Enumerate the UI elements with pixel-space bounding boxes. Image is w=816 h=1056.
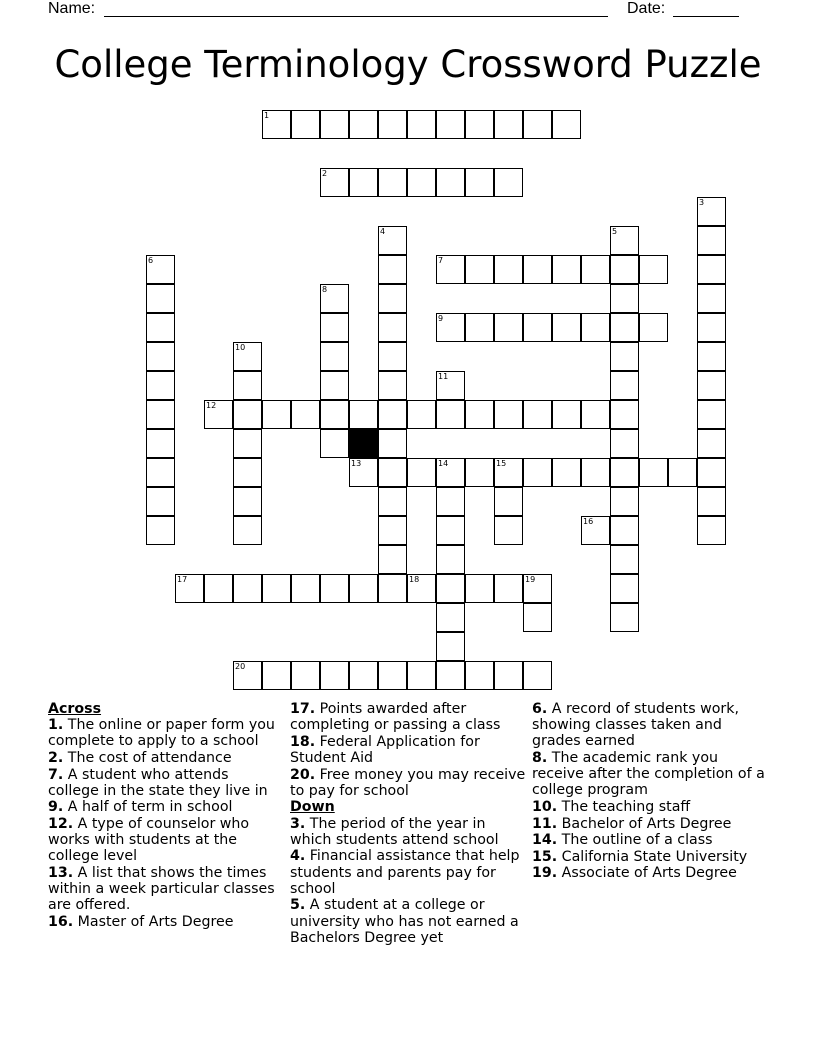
clue (48, 914, 282, 930)
grid-cell[interactable] (378, 110, 407, 139)
grid-cell[interactable] (146, 487, 175, 516)
grid-cell[interactable] (436, 313, 465, 342)
grid-cell[interactable] (610, 400, 639, 429)
clue (290, 701, 526, 733)
grid-cell[interactable] (320, 168, 349, 197)
grid-cell[interactable] (146, 284, 175, 313)
down-clue-list-continued (532, 701, 768, 882)
grid-cell[interactable] (581, 458, 610, 487)
grid-cell[interactable] (610, 545, 639, 574)
grid-cell[interactable] (233, 342, 262, 371)
page-title: College Terminology Crossword Puzzle (54, 43, 762, 86)
grid-cell[interactable] (407, 661, 436, 690)
clue-text: Financial assistance that help students and parents pay for school (290, 848, 520, 897)
grid-cell[interactable] (494, 574, 523, 603)
grid-cell[interactable] (349, 458, 378, 487)
grid-cell[interactable] (610, 516, 639, 545)
grid-cell[interactable] (320, 400, 349, 429)
grid-cell[interactable] (610, 574, 639, 603)
clue-number: 17. (290, 701, 316, 717)
clue-text: The outline of a class (561, 832, 713, 849)
grid-cell[interactable] (697, 400, 726, 429)
clue (290, 816, 526, 848)
clue-number: 7 (438, 256, 444, 265)
clue (532, 865, 768, 881)
grid-cell[interactable] (697, 255, 726, 284)
clue-number: 3 (699, 198, 705, 207)
clues-column-1 (48, 701, 282, 931)
clue-number: 11. (532, 815, 558, 832)
grid-cell[interactable] (697, 226, 726, 255)
grid-cell[interactable] (349, 400, 378, 429)
grid-cell[interactable] (697, 487, 726, 516)
grid-cell[interactable] (465, 168, 494, 197)
clue (48, 816, 282, 865)
grid-cell[interactable] (233, 661, 262, 690)
grid-cell[interactable] (262, 661, 291, 690)
clues-column-3 (532, 701, 768, 882)
grid-cell[interactable] (291, 400, 320, 429)
grid-cell[interactable] (465, 574, 494, 603)
clue-text: The online or paper form you complete to apply to a school (48, 717, 275, 750)
grid-cell[interactable] (349, 168, 378, 197)
grid-cell[interactable] (610, 603, 639, 632)
clue-number: 8. (532, 750, 548, 766)
grid-cell[interactable] (378, 574, 407, 603)
grid-cell[interactable] (146, 371, 175, 400)
clue (290, 848, 526, 897)
grid-cell[interactable] (378, 661, 407, 690)
clue-text: The academic rank you receive after the completion of a college program (532, 750, 765, 799)
clues-column-2 (290, 701, 526, 946)
grid-cell[interactable] (697, 516, 726, 545)
clue-text: A type of counselor who works with students at the college level (48, 815, 250, 865)
clue-number: 1 (264, 111, 270, 120)
grid-cell[interactable] (146, 429, 175, 458)
grid-cell[interactable] (610, 255, 639, 284)
grid-cell[interactable] (697, 284, 726, 313)
clue-number: 4 (380, 227, 386, 236)
grid-cell[interactable] (523, 313, 552, 342)
grid-cell[interactable] (320, 371, 349, 400)
clue-text: The teaching staff (561, 799, 691, 815)
grid-cell[interactable] (291, 574, 320, 603)
clue (290, 767, 526, 799)
grid-cell[interactable] (581, 313, 610, 342)
clue-number: 8 (322, 285, 328, 294)
black-square (349, 429, 378, 458)
grid-cell[interactable] (436, 371, 465, 400)
grid-cell[interactable] (378, 371, 407, 400)
grid-cell[interactable] (639, 313, 668, 342)
grid-cell[interactable] (378, 342, 407, 371)
clue (532, 799, 768, 815)
grid-cell[interactable] (436, 255, 465, 284)
grid-cell[interactable] (291, 110, 320, 139)
grid-cell[interactable] (349, 574, 378, 603)
grid-cell[interactable] (349, 110, 378, 139)
clue-number: 3. (290, 815, 306, 832)
clue-number: 14. (532, 832, 558, 849)
grid-cell[interactable] (146, 342, 175, 371)
clue-text: Master of Arts Degree (77, 913, 234, 930)
grid-cell[interactable] (581, 255, 610, 284)
grid-cell[interactable] (552, 313, 581, 342)
grid-cell[interactable] (581, 516, 610, 545)
grid-cell[interactable] (494, 255, 523, 284)
grid-cell[interactable] (639, 458, 668, 487)
grid-cell[interactable] (523, 603, 552, 632)
grid-cell[interactable] (465, 255, 494, 284)
clue-text: Free money you may receive to pay for school (290, 766, 526, 799)
clue (532, 849, 768, 865)
grid-cell[interactable] (436, 110, 465, 139)
grid-cell[interactable] (552, 458, 581, 487)
clue-text: The cost of attendance (67, 750, 232, 766)
clue-number: 16 (583, 517, 594, 526)
grid-cell[interactable] (494, 516, 523, 545)
grid-cell[interactable] (407, 168, 436, 197)
clue-number: 13. (48, 864, 74, 881)
grid-cell[interactable] (378, 487, 407, 516)
grid-cell[interactable] (523, 458, 552, 487)
grid-cell[interactable] (378, 284, 407, 313)
clue-text: A record of students work, showing classes taken and grades earned (532, 701, 739, 750)
clue-number: 19. (532, 865, 558, 882)
grid-cell[interactable] (610, 371, 639, 400)
grid-cell[interactable] (407, 400, 436, 429)
grid-cell[interactable] (233, 574, 262, 603)
grid-cell[interactable] (233, 371, 262, 400)
grid-cell[interactable] (697, 458, 726, 487)
grid-cell[interactable] (494, 487, 523, 516)
clue-number: 1. (48, 717, 64, 734)
grid-cell[interactable] (610, 458, 639, 487)
clue (48, 767, 282, 799)
grid-cell[interactable] (523, 400, 552, 429)
clue-number: 12. (48, 815, 74, 832)
clue-text: Associate of Arts Degree (561, 865, 737, 882)
grid-cell[interactable] (233, 458, 262, 487)
clue-text: Bachelor of Arts Degree (561, 815, 732, 832)
clue-number: 5. (290, 897, 306, 914)
grid-cell[interactable] (233, 429, 262, 458)
grid-cell[interactable] (233, 516, 262, 545)
clue (532, 701, 768, 750)
clue (532, 750, 768, 799)
grid-cell[interactable] (378, 429, 407, 458)
grid-cell[interactable] (610, 284, 639, 313)
grid-cell[interactable] (465, 110, 494, 139)
grid-cell[interactable] (320, 342, 349, 371)
clue-number: 15 (496, 459, 507, 468)
grid-cell[interactable] (610, 487, 639, 516)
clue-text: Points awarded after completing or passing a class (290, 701, 501, 734)
clue-number: 6. (532, 701, 548, 717)
grid-cell[interactable] (552, 110, 581, 139)
clue-text: A student at a college or university who has not earned a Bachelors Degree yet (290, 897, 519, 946)
clue-number: 19 (525, 575, 536, 584)
clue-number: 18 (409, 575, 420, 584)
clue-number: 11 (438, 372, 449, 381)
clue-number: 2. (48, 750, 64, 766)
grid-cell[interactable] (523, 110, 552, 139)
clue-number: 16. (48, 913, 74, 930)
grid-cell[interactable] (378, 255, 407, 284)
grid-cell[interactable] (436, 487, 465, 516)
clue-number: 14 (438, 459, 449, 468)
grid-cell[interactable] (436, 661, 465, 690)
across-heading: Across (48, 701, 102, 717)
clue-number: 12 (206, 401, 217, 410)
grid-cell[interactable] (320, 574, 349, 603)
clue-number: 18. (290, 733, 316, 750)
grid-cell[interactable] (639, 255, 668, 284)
grid-cell[interactable] (494, 458, 523, 487)
clue-number: 15. (532, 848, 558, 865)
clue-number: 10. (532, 799, 558, 815)
grid-cell[interactable] (233, 400, 262, 429)
grid-cell[interactable] (436, 574, 465, 603)
date-label: Date: (627, 0, 666, 17)
grid-cell[interactable] (436, 545, 465, 574)
grid-cell[interactable] (436, 516, 465, 545)
grid-cell[interactable] (494, 168, 523, 197)
grid-cell[interactable] (436, 400, 465, 429)
grid-cell[interactable] (146, 255, 175, 284)
grid-cell[interactable] (378, 400, 407, 429)
clue-number: 9 (438, 314, 444, 323)
grid-cell[interactable] (262, 110, 291, 139)
clue-number: 20. (290, 766, 316, 783)
grid-cell[interactable] (465, 661, 494, 690)
clue-text: Federal Application for Student Aid (290, 733, 480, 766)
name-label: Name: (48, 0, 96, 17)
grid-cell[interactable] (697, 371, 726, 400)
clue (532, 816, 768, 832)
grid-cell[interactable] (697, 342, 726, 371)
clue-number: 20 (235, 662, 246, 671)
grid-cell[interactable] (407, 574, 436, 603)
grid-cell[interactable] (146, 458, 175, 487)
grid-cell[interactable] (320, 313, 349, 342)
grid-cell[interactable] (523, 255, 552, 284)
grid-cell[interactable] (407, 458, 436, 487)
clue (48, 799, 282, 815)
clue-number: 4. (290, 848, 306, 865)
grid-cell[interactable] (378, 168, 407, 197)
grid-cell[interactable] (320, 284, 349, 313)
grid-cell[interactable] (465, 458, 494, 487)
clue (48, 865, 282, 914)
grid-cell[interactable] (378, 226, 407, 255)
grid-cell[interactable] (610, 342, 639, 371)
grid-cell[interactable] (465, 313, 494, 342)
clue-number: 7. (48, 766, 64, 783)
grid-cell[interactable] (581, 400, 610, 429)
grid-cell[interactable] (320, 429, 349, 458)
grid-cell[interactable] (378, 458, 407, 487)
grid-cell[interactable] (262, 400, 291, 429)
grid-cell[interactable] (146, 313, 175, 342)
clue (48, 717, 282, 749)
clue-number: 10 (235, 343, 246, 352)
clue-number: 6 (148, 256, 154, 265)
clue-text: A list that shows the times within a week particular classes are offered. (48, 864, 275, 914)
clue-number: 5 (612, 227, 618, 236)
across-clue-list-continued (290, 701, 526, 799)
clue-text: A student who attends college in the state they live in (48, 766, 268, 799)
grid-cell[interactable] (697, 313, 726, 342)
grid-cell[interactable] (552, 255, 581, 284)
clue-text: A half of term in school (67, 799, 233, 816)
grid-cell[interactable] (291, 661, 320, 690)
grid-cell[interactable] (436, 603, 465, 632)
clue-number: 2 (322, 169, 328, 178)
grid-cell[interactable] (204, 574, 233, 603)
grid-cell[interactable] (494, 661, 523, 690)
grid-cell[interactable] (320, 110, 349, 139)
grid-cell[interactable] (494, 110, 523, 139)
clue-number: 9. (48, 799, 64, 816)
grid-cell[interactable] (378, 516, 407, 545)
grid-cell[interactable] (407, 110, 436, 139)
clue (290, 734, 526, 766)
clue-text: The period of the year in which students attend school (290, 815, 499, 848)
grid-cell[interactable] (494, 400, 523, 429)
grid-cell[interactable] (697, 429, 726, 458)
clue-number: 17 (177, 575, 188, 584)
grid-cell[interactable] (465, 400, 494, 429)
grid-cell[interactable] (204, 400, 233, 429)
down-clue-list (290, 816, 526, 946)
clue (290, 897, 526, 946)
grid-cell[interactable] (523, 661, 552, 690)
grid-cell[interactable] (610, 313, 639, 342)
grid-cell[interactable] (233, 487, 262, 516)
clue-number: 13 (351, 459, 362, 468)
clue (48, 750, 282, 766)
grid-cell[interactable] (436, 168, 465, 197)
across-clue-list (48, 717, 282, 930)
grid-cell[interactable] (320, 661, 349, 690)
grid-cell[interactable] (436, 632, 465, 661)
clue (532, 832, 768, 848)
down-heading: Down (290, 799, 335, 816)
grid-cell[interactable] (378, 545, 407, 574)
grid-cell[interactable] (697, 197, 726, 226)
grid-cell[interactable] (378, 313, 407, 342)
grid-cell[interactable] (610, 226, 639, 255)
grid-cell[interactable] (523, 574, 552, 603)
grid-cell[interactable] (668, 458, 697, 487)
grid-cell[interactable] (146, 516, 175, 545)
grid-cell[interactable] (436, 458, 465, 487)
grid-cell[interactable] (494, 313, 523, 342)
grid-cell[interactable] (610, 429, 639, 458)
clue-text: California State University (561, 848, 748, 865)
grid-cell[interactable] (349, 661, 378, 690)
grid-cell[interactable] (146, 400, 175, 429)
grid-cell[interactable] (262, 574, 291, 603)
grid-cell[interactable] (175, 574, 204, 603)
grid-cell[interactable] (552, 400, 581, 429)
